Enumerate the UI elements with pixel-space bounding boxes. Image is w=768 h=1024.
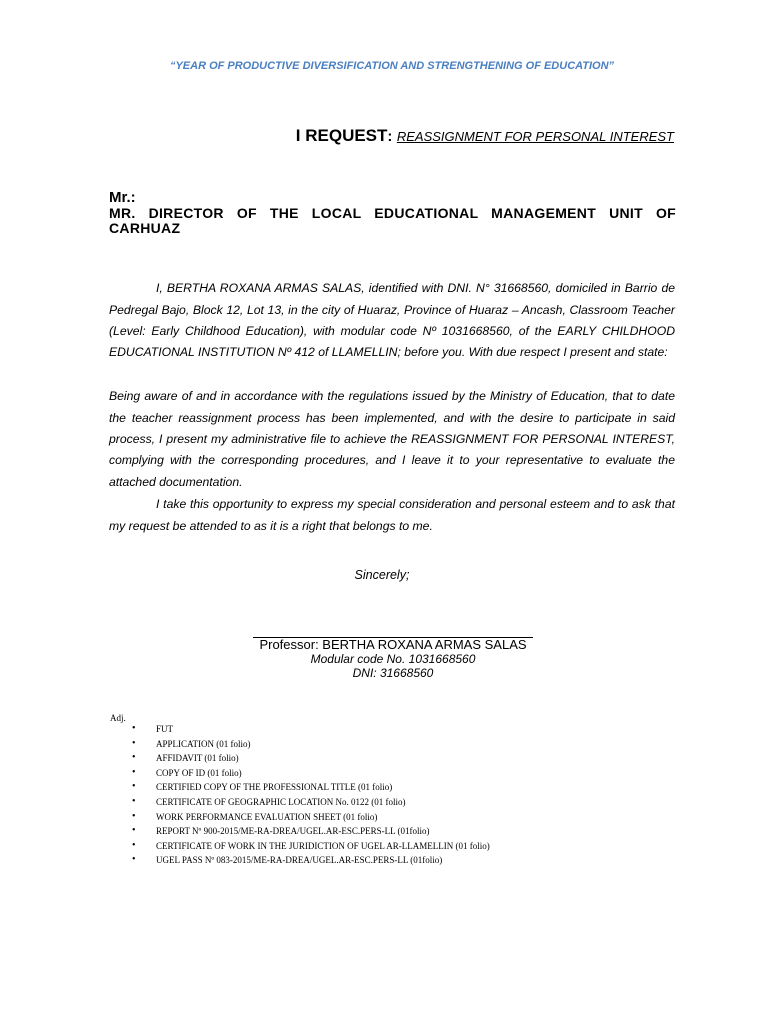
signature-block — [193, 638, 593, 680]
request-label: I REQUEST — [295, 126, 388, 145]
attachment-label: COPY OF ID (01 folio) — [156, 767, 242, 778]
attachment-label: AFFIDAVIT (01 folio) — [156, 753, 239, 764]
signer-dni: DNI: 31668560 — [352, 666, 434, 680]
signer-modular-code: Modular code No. 1031668560 — [310, 652, 476, 666]
attachment-label: CERTIFIED COPY OF THE PROFESSIONAL TITLE (01 folio) — [156, 782, 393, 793]
bullet-icon: • — [132, 781, 136, 793]
list-item — [132, 780, 490, 795]
bullet-icon: • — [132, 723, 136, 734]
bullet-icon: • — [132, 825, 136, 837]
salutation: Mr.: — [109, 189, 136, 206]
list-item — [132, 824, 490, 839]
list-item — [132, 839, 490, 854]
list-item — [132, 751, 490, 766]
bullet-icon: • — [132, 839, 136, 851]
list-item — [132, 722, 490, 737]
addressee-block — [109, 189, 676, 236]
request-heading — [296, 126, 674, 146]
attachment-label: UGEL PASS Nº 083-2015/ME-RA-DREA/UGEL.AR-ESC.PERS-LL (01folio) — [156, 855, 443, 866]
attachments-label: Adj. — [110, 713, 126, 723]
attachments-list — [132, 722, 490, 868]
list-item — [132, 737, 490, 752]
list-item — [132, 810, 490, 825]
request-colon: : — [387, 128, 393, 145]
bullet-icon: • — [132, 737, 136, 749]
bullet-icon: • — [132, 854, 136, 866]
bullet-icon: • — [132, 810, 136, 822]
attachment-label: FUT — [156, 724, 174, 734]
list-item — [132, 795, 490, 810]
attachment-label: WORK PERFORMANCE EVALUATION SHEET (01 folio) — [156, 811, 378, 822]
request-subject: REASSIGNMENT FOR PERSONAL INTEREST — [396, 129, 674, 144]
attachment-label: CERTIFICATE OF GEOGRAPHIC LOCATION No. 0122 (01 folio) — [156, 796, 406, 807]
list-item — [132, 766, 490, 781]
attachment-label: APPLICATION (01 folio) — [156, 738, 251, 749]
body-paragraph-request: Being aware of and in accordance with the regulations issued by the Ministry of Education, that to date the teacher reassignment process has been implemented, and with the desire to participate in said process, I present my administrative file to achieve the REASSIGNMENT FOR PERSONAL INTEREST, complying with the corresponding procedures, and I leave it to your representative to evaluate the attached documentation. — [109, 389, 675, 489]
body-paragraph-closing: I take this opportunity to express my special consideration and personal esteem and to ask that my request be attended to as it is a right that belongs to me. — [109, 497, 675, 533]
list-item — [132, 853, 490, 868]
addressee-title: MR. DIRECTOR OF THE LOCAL EDUCATIONAL MANAGEMENT UNIT OF CARHUAZ — [109, 205, 676, 236]
signer-name: Professor: BERTHA ROXANA ARMAS SALAS — [259, 637, 527, 652]
bullet-icon: • — [132, 795, 136, 807]
bullet-icon: • — [132, 766, 136, 778]
year-motto: “YEAR OF PRODUCTIVE DIVERSIFICATION AND STRENGTHENING OF EDUCATION” — [169, 60, 615, 72]
closing-sincerely: Sincerely; — [354, 568, 410, 582]
attachment-label: CERTIFICATE OF WORK IN THE JURIDICTION OF UGEL AR-LLAMELLIN (01 folio) — [156, 840, 490, 851]
body-paragraph-introduction: I, BERTHA ROXANA ARMAS SALAS, identified with DNI. N° 31668560, domiciled in Barrio de Pedregal Bajo, Block 12, Lot 13, in the city of Huaraz, Province of Huaraz – Ancash, Classroom Teacher (Level: Early Childhood Education), with modular code Nº 1031668560, of the EARLY CHILDHOOD EDUCATIONAL INSTITUTION Nº 412 of LLAMELLIN; before you. With due respect I present and state: — [109, 281, 675, 360]
attachment-label: REPORT Nº 900-2015/ME-RA-DREA/UGEL.AR-ESC.PERS-LL (01folio) — [156, 826, 430, 837]
bullet-icon: • — [132, 752, 136, 764]
